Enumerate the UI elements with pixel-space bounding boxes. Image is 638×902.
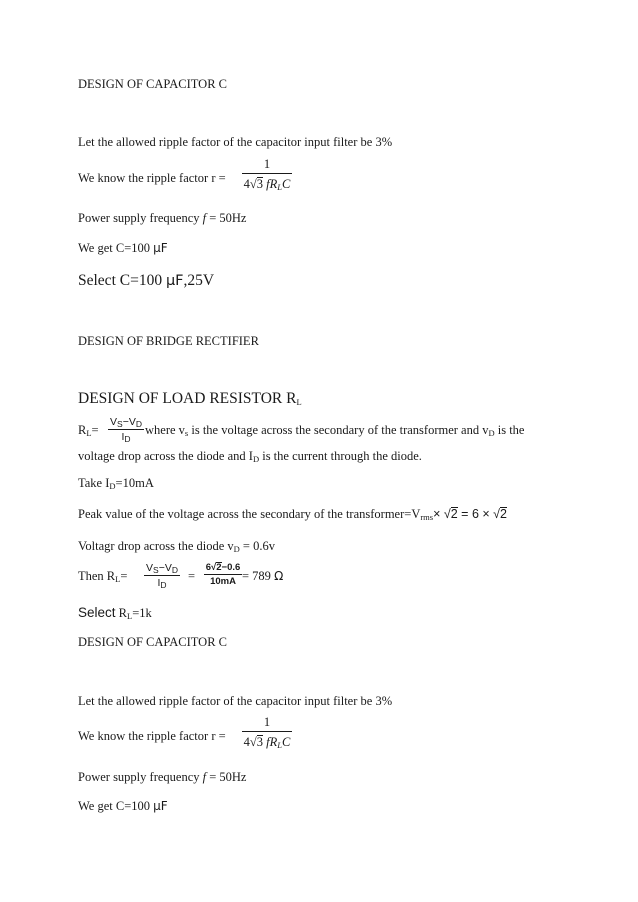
- rl-numeric-fraction: 6√2−0.6 10mA: [205, 562, 241, 587]
- load-resistor-fraction: $V_S-V_D$ $I_D$: [108, 417, 144, 442]
- rl-result: = 789 Ω: [242, 569, 284, 583]
- select-resistor-line: Select $R_L=1k$: [78, 605, 152, 621]
- ripple-formula-numerator: 1: [263, 157, 271, 171]
- capacitor-value-line: We get C=100 μF: [78, 241, 168, 255]
- rl-equals-sign: =: [188, 569, 196, 583]
- capacitor-value-line-repeat: We get C=100 μF: [78, 799, 168, 813]
- rl-calculation-label: Then $R_L=$: [78, 569, 128, 584]
- diode-drop-line: Voltagr drop across the diode $v_D = 0.6v$: [78, 539, 275, 554]
- section-heading-capacitor-repeat: DESIGN OF CAPACITOR C: [78, 635, 227, 649]
- ripple-factor-statement: Let the allowed ripple factor of the capacitor input filter be 3%: [78, 135, 393, 149]
- section-heading-capacitor: DESIGN OF CAPACITOR C: [78, 77, 227, 91]
- ripple-factor-statement-repeat: Let the allowed ripple factor of the capacitor input filter be 3%: [78, 694, 393, 708]
- peak-voltage-line: Peak value of the voltage across the secondary of the $transformer=V_{rms}\times √2 = 6 \times √2$: [78, 507, 507, 522]
- ripple-formula-label-repeat: We know the ripple factor r =: [78, 729, 226, 743]
- load-resistor-definition: $R_L=$: [78, 423, 99, 438]
- load-resistor-explanation: where $v_s$ is the voltage across the secondary of the transformer and $v_D$ is the: [145, 423, 525, 438]
- ripple-formula-fraction-repeat: 1 4√3 $fR_LC$: [243, 715, 291, 750]
- take-id-line: Take $I_D=10mA$: [78, 476, 154, 491]
- ripple-formula-denominator: 4√3 $fR_LC$: [243, 176, 291, 192]
- supply-frequency-line-repeat: Power supply frequency f = 50Hz: [78, 770, 247, 784]
- section-heading-bridge-rectifier: DESIGN OF BRIDGE RECTIFIER: [78, 334, 259, 348]
- section-heading-load-resistor: DESIGN OF LOAD RESISTOR $R_L$: [78, 390, 302, 407]
- ripple-formula-label: We know the ripple factor r =: [78, 171, 226, 185]
- voltage-drop-explanation: voltage drop across the diode and $I_D$ is the current through the diode.: [78, 449, 422, 464]
- select-capacitor-line: Select C=100 μF,25V: [78, 272, 215, 289]
- ripple-formula-fraction: [242, 158, 292, 190]
- supply-frequency-line: Power supply frequency f = 50Hz: [78, 211, 247, 225]
- rl-symbolic-fraction: $V_S-V_D$ $I_D$: [144, 563, 180, 588]
